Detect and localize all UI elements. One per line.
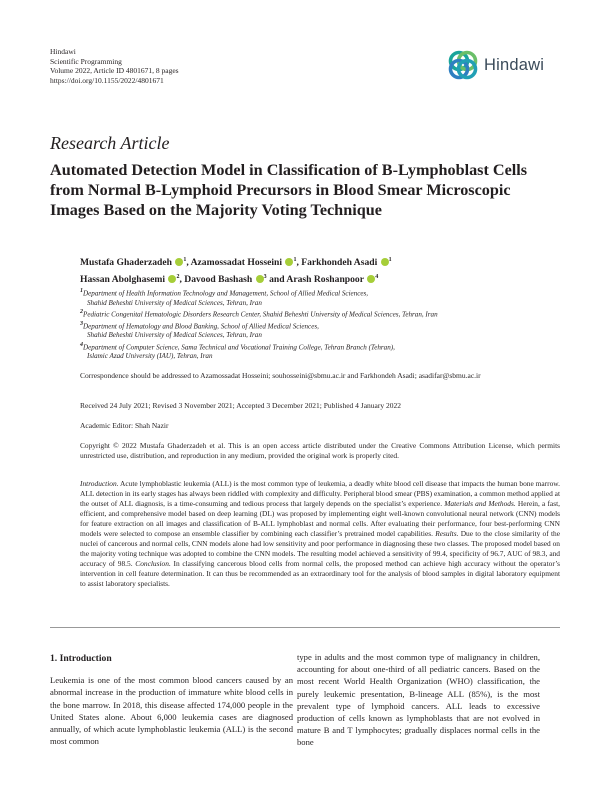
- author[interactable]: Farkhondeh Asadi $^1$: [301, 257, 392, 269]
- affiliation-cont: Islamic Azad University (IAU), Tehran, Iran: [87, 352, 213, 361]
- author[interactable]: Azamossadat Hosseini $^1$,: [190, 257, 299, 269]
- abstract-intro-text: Acute lymphoblastic leukemia (ALL) is the most common type of leukemia, a deadly white blood cell disease that impacts the human bone marrow. ALL detection in its early stages has always been riddled with complexity and difficulty. Peripheral blood smear (PBS) examination, a common method applied at the outset of ALL diagnosis, is a time-consuming and tedious process that largely depends on the specialist’s experience.: [80, 479, 560, 508]
- abstract-methods-text: Herein, a fast, efficient, and comprehensive model based on deep learning (DL) was proposed by implementing eight well-known convolutional neural network (CNN) models for feature extraction on all images and classification of B-ALL lymphoblast and normal cells. After evaluating their performance, four best-performing CNN models were selected to compose an ensemble classifier by combining each classifier’s pretrained model capabilities.: [80, 499, 560, 538]
- affiliations: [80, 287, 560, 362]
- publisher-name: Hindawi: [50, 47, 76, 56]
- affiliation-cont: Shahid Beheshti University of Medical Sciences, Tehran, Iran: [87, 331, 262, 340]
- abstract-methods-label: Materials and Methods.: [444, 499, 516, 508]
- author[interactable]: and Arash Roshanpoor $^4$: [269, 274, 379, 286]
- intro-paragraph-right: type in adults and the most common type of malignancy in children, accounting for about one-third of all pediatric cancers. Based on the most recent World Health Organization (WHO) classification, the purely leukemic presentation, B-lineage ALL (85%), is the most prevalent type of lymphoid cancers. ALL leads to excessive production of cells known as lymphoblasts that are not evolved in mature B and T lymphocytes; gradually displaces normal cells in the bone: [297, 652, 540, 748]
- academic-editor: Academic Editor: Shah Nazir: [80, 421, 169, 430]
- journal-name: Scientific Programming: [50, 56, 122, 66]
- intro-paragraph-left: Leukemia is one of the most common blood cancers caused by an abnormal increase in the production of immature white blood cells in the bone marrow. In 2018, this disease affected 174,000 people in the United States alone. About 6,000 leukemia cases are diagnosed annually, of which acute lymphoblastic leukemia (ALL) is the second most common: [50, 675, 293, 747]
- affiliation: $^1$Department of Health Information Technology and Management, School of Allied Medical Sciences,: [80, 288, 369, 298]
- logo-text: Hindawi: [484, 55, 545, 74]
- hindawi-logo-icon: [447, 49, 479, 81]
- copyright-notice: Copyright © 2022 Mustafa Ghaderzadeh et al. This is an open access article distributed under the Creative Commons Attribution License, which permits unrestricted use, distribution, and reproduction in any medium, provided the original work is properly cited.: [80, 441, 560, 460]
- correspondence: Correspondence should be addressed to Azamossadat Hosseini; souhosseini@sbmu.ac.ir and Farkhondeh Asadi; asadifar@sbmu.ac.ir: [80, 371, 481, 380]
- volume-line: Volume 2022, Article ID 4801671, 8 pages: [50, 66, 179, 76]
- abstract-results-label: Results.: [435, 529, 459, 538]
- divider: [50, 627, 560, 628]
- orcid-icon[interactable]: [256, 275, 264, 283]
- author-list: [80, 253, 560, 287]
- abstract-conclusion-label: Conclusion.: [135, 559, 171, 568]
- orcid-icon[interactable]: [381, 258, 389, 266]
- abstract: [80, 479, 560, 589]
- section-heading: 1. Introduction: [50, 653, 112, 664]
- affiliation: $^2$Pediatric Congenital Hematologic Disorders Research Center, Shahid Beheshti University of Medical Sciences, Tehran, Iran: [80, 308, 438, 319]
- author[interactable]: Hassan Abolghasemi $^2$,: [80, 274, 182, 286]
- affiliation: $^4$Department of Computer Science, Sama Technical and Vocational Training College, Tehran Branch (Tehran),: [80, 341, 395, 351]
- affiliation-cont: Shahid Beheshti University of Medical Sciences, Tehran, Iran: [87, 298, 262, 307]
- author[interactable]: Davood Bashash $^3$: [184, 274, 267, 286]
- publication-dates: Received 24 July 2021; Revised 3 November 2021; Accepted 3 December 2021; Published 4 January 2022: [80, 401, 401, 410]
- abstract-results-text: Due to the close similarity of the nuclei of cancerous and normal cells, CNN models alone had low sensitivity and poor performance in diagnosing these two classes. The proposed model based on the majority voting technique was adopted to combine the CNN models. The resulting model achieved a sensitivity of 99.4, specificity of 96.7, AUC of 98.3, and accuracy of 98.5.: [80, 529, 560, 568]
- body-column-left: [50, 653, 293, 747]
- author[interactable]: Mustafa Ghaderzadeh $^1$,: [80, 257, 189, 269]
- doi-link[interactable]: https://doi.org/10.1155/2022/4801671: [50, 75, 164, 85]
- article-title: Automated Detection Model in Classification of B-Lymphoblast Cells from Normal B-Lymphoid Precursors in Blood Smear Microscopic Images Based on the Majority Voting Technique: [50, 161, 528, 219]
- abstract-intro-label: Introduction.: [80, 479, 119, 488]
- article-type: Research Article: [50, 133, 170, 153]
- orcid-icon[interactable]: [367, 275, 375, 283]
- affiliation: $^3$Department of Hematology and Blood Banking, School of Allied Medical Sciences,: [80, 320, 319, 330]
- body-column-right: [297, 651, 540, 749]
- journal-meta: [50, 47, 179, 85]
- abstract-conclusion-text: In classifying cancerous blood cells from normal cells, the proposed method can achieve high accuracy without the operator’s intervention in cell feature determination. It can thus be recommended as an extraordinary tool for the analysis of blood samples in digital laboratory equipment to assist laboratory specialists.: [80, 559, 561, 588]
- hindawi-logo[interactable]: [447, 44, 557, 86]
